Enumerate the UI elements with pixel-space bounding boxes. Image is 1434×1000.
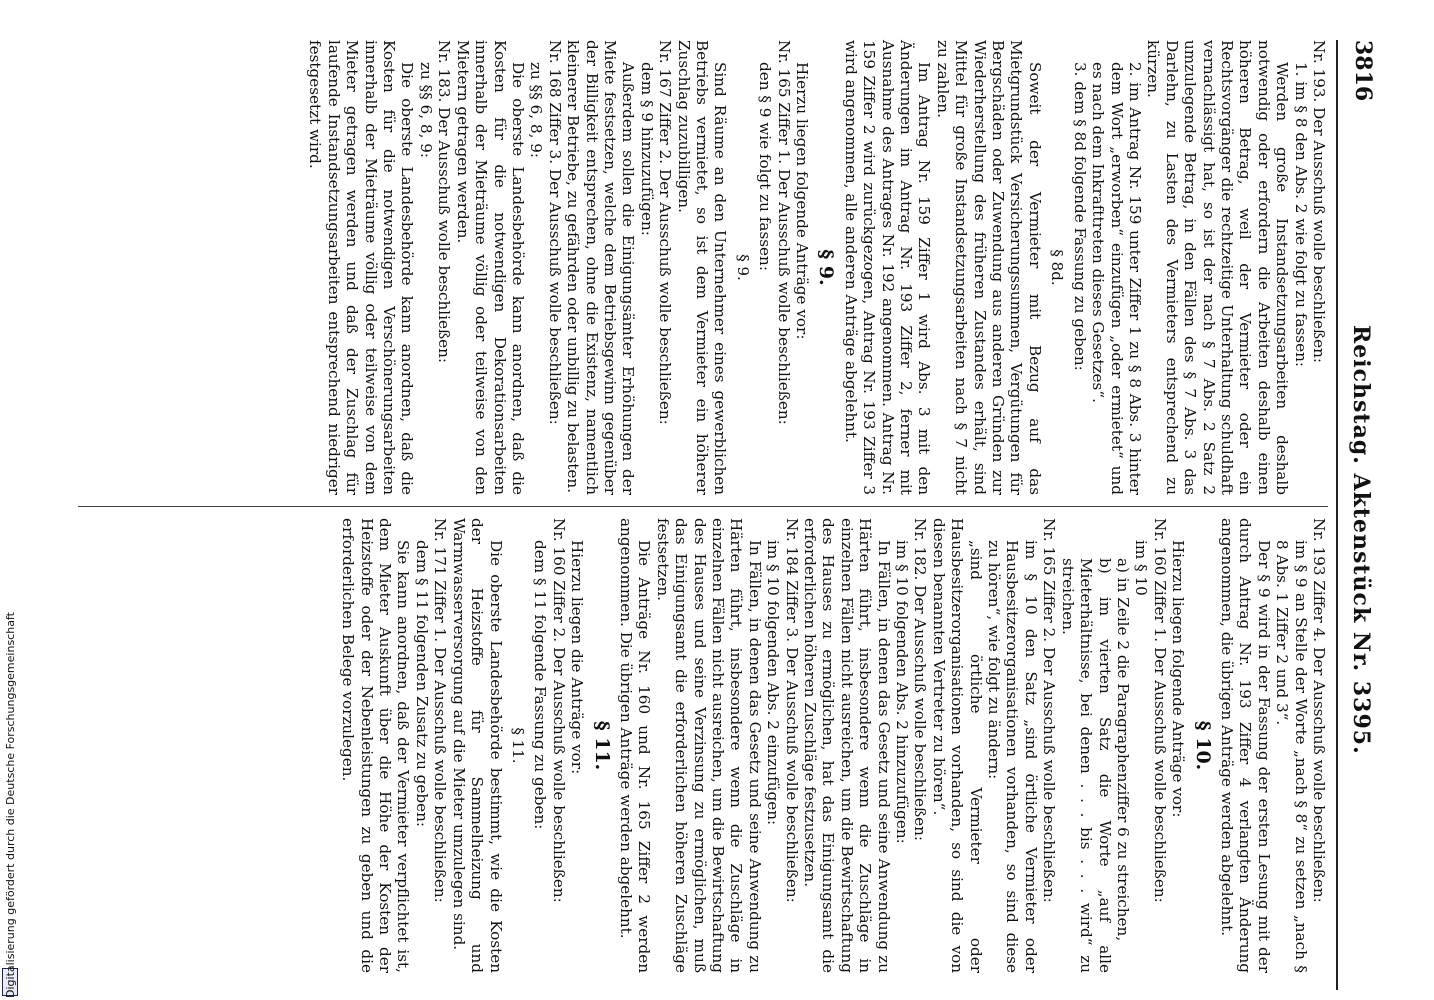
paragraph: im § 10: [1132, 540, 1151, 596]
paragraph: Soweit der Vermieter mit Bezug auf das Mietgrundstück Versicherungssummen, Vergütungen für Bergschäden oder Zuwendung aus anderen Gründen zur Wiederherstellung des früheren Zustandes erhält, sind Mittel für große Instandsetzungsarbeiten nach § 7 nicht zu zahlen.: [933, 40, 1044, 495]
paragraph: Hierzu liegen folgende Anträge vor:: [1169, 540, 1188, 818]
paragraph: dem § 9 hinzuzufügen:: [637, 62, 656, 236]
paragraph: den § 9 wie folgt zu fassen:: [756, 62, 775, 271]
right-column: [339, 518, 1328, 973]
digitization-credit: Digitalisierung gefördert durch die Deutsche Forschungsgemeinschaft: [4, 612, 17, 998]
paragraph: Die Anträge Nr. 160 und Nr. 165 Ziffer 2 werden angenommen. Die übrigen Anträge werden abgelehnt.: [616, 518, 654, 973]
header-rule: [1336, 40, 1338, 990]
paragraph: 2. im Antrag Nr. 159 unter Ziffer 1 zu § 8 Abs. 3 hinter dem Wort „erworben“ einzufügen „oder ermietet“ und es nach dem Inkrafttreten dieses Gesetzes“.: [1089, 62, 1144, 495]
paragraph: Nr. 193. Der Ausschuß wolle beschließen:: [1310, 40, 1328, 364]
paragraph: im § 10 folgenden Abs. 2 hinzuzufügen:: [893, 540, 912, 844]
paragraph: Nr. 193 Ziffer 4. Der Ausschuß wolle beschließen:: [1310, 518, 1328, 903]
paragraph: In Fällen, in denen das Gesetz und seine Anwendung zu Härten führt, insbesondere wenn die Zuschläge in einzelnen Fällen nicht ausreichen, um die Bewirtschaftung des Hauses und seine Verzinsung zu ermöglichen, muß das Einigungsamt die erforderlichen höheren Zuschläge festsetzen.: [653, 518, 764, 973]
paragraph: im § 10 den Satz „sind örtliche Vermieter oder Hausbesitzerorganisationen vorhanden, so sind diese zu hören“, wie folgt zu ändern:: [985, 540, 1040, 973]
paragraph: Nr. 168 Ziffer 3. Der Ausschuß wolle beschließen:: [545, 40, 564, 425]
paragraph: In Fällen, in denen das Gesetz und seine Anwendung zu Härten führt, insbesondere wenn die Zuschläge in einzelnen Fällen nicht ausreichen, um die Bewirtschaftung des Hauses zu ermöglichen, hat das Einigungsamt die erforderlichen höheren Zuschläge festzusetzen.: [801, 518, 893, 973]
subsection-heading: § 8d.: [1048, 249, 1067, 286]
paragraph: Sind Räume an den Unternehmer eines gewerblichen Betriebs vermietet, so ist dem Vermieter ein höherer Zuschlag zuzubilligen.: [674, 40, 730, 495]
paragraph: Werden große Instandsetzungsarbeiten deshalb notwendig oder erfordern die Arbeiten deshalb einen höheren Betrag, weil der Vermieter oder ein Rechtsvorgänger die rechtzeitige Unterhaltung schuldhaft vernachlässigt hat, so ist der nach § 7 Abs. 2 Satz 2 umzulegende Betrag, in den Fällen des § 7 Abs. 3 das Darlehn, zu Lasten des Vermieters entsprechend zu kürzen.: [1144, 40, 1292, 495]
paragraph: 1. im § 8 den Abs. 2 wie folgt zu fassen:: [1291, 62, 1310, 367]
paragraph: Nr. 165 Ziffer 2. Der Ausschuß wolle beschließen:: [1040, 518, 1059, 903]
paragraph: Die oberste Landesbehörde kann anordnen, daß die Kosten für die notwendigen Verschönerungsarbeiten innerhalb der Mieträume völlig oder teilweise von dem Mieter getragen werden und daß der Zuschlag für laufende Instandsetzungsarbeiten entsprechend niedriger festgesetzt wird.: [306, 40, 417, 495]
paragraph: b) im vierten Satz die Worte „auf alle Mieterhältnisse, bei denen . . . bis . . . wird“ zu streichen.: [1058, 558, 1114, 973]
paragraph: Nr. 184 Ziffer 3. Der Ausschuß wolle beschließen:: [782, 518, 801, 903]
paragraph: „sind örtliche Vermieter oder Hausbesitzerorganisationen vorhanden, so sind die von diesen benannten Vertreter zu hören“.: [929, 518, 985, 973]
paragraph: Sie kann anordnen, daß der Vermieter verpflichtet ist, dem Mieter Auskunft über die Höhe der Kosten der Heizstoffe oder der Nebenleistungen zu geben und die erforderlichen Belege vorzulegen.: [339, 518, 413, 973]
page-number: 3816: [1350, 40, 1376, 102]
paragraph: Außerdem sollen die Einigungsämter Erhöhungen der Miete festsetzen, welche dem Betriebsgewinn gegenüber der Billigkeit entsprechen, ohne die Existenz, namentlich kleinerer Betriebe, zu gefährden oder unbillig zu belasten.: [564, 40, 638, 495]
paragraph: dem § 11 folgenden Zusatz zu geben:: [412, 540, 431, 827]
paragraph: Nr. 183. Der Ausschuß wolle beschließen:: [435, 40, 454, 364]
paragraph: zu §§ 6, 8, 9:: [416, 62, 435, 159]
paragraph: im § 9 an Stelle der Worte „nach § 8“ zu setzen „nach § 8 Abs. 1 Ziffer 2 und 3“.: [1273, 540, 1310, 973]
column-divider: [78, 506, 1328, 507]
left-column: [306, 40, 1328, 495]
paragraph: Nr. 165 Ziffer 1. Der Ausschuß wolle beschließen:: [774, 40, 793, 425]
paragraph: im § 10 folgenden Abs. 2 einzufügen:: [764, 540, 783, 826]
paragraph: Nr. 160 Ziffer 2. Der Ausschuß wolle beschließen:: [549, 518, 568, 903]
paragraph: Hierzu liegen die Anträge vor:: [568, 540, 587, 775]
paragraph: Der § 9 wird in der Fassung der ersten Lesung mit der durch Antrag Nr. 193 Ziffer 4 verlangten Änderung angenommen, die übrigen Anträge werden abgelehnt.: [1217, 518, 1273, 973]
page-header: [1342, 40, 1382, 990]
paragraph: a) in Zeile 2 die Paragraphenziffer 6 zu streichen,: [1113, 558, 1132, 942]
subsection-heading: § 9.: [733, 254, 752, 281]
paragraph: dem § 11 folgende Fassung zu geben:: [531, 540, 550, 830]
paragraph: Die oberste Landesbehörde kann anordnen, daß die Kosten für die notwendigen Dekorationsarbeiten innerhalb der Mieträume völlig oder teilweise von den Mietern getragen werden.: [453, 40, 527, 495]
paragraph: Nr. 167 Ziffer 2. Der Ausschuß wolle beschließen:: [656, 40, 675, 425]
paragraph: 3. dem § 8d folgende Fassung zu geben:: [1070, 62, 1089, 371]
section-heading: § 9.: [815, 249, 838, 286]
paragraph: Die oberste Landesbehörde bestimmt, wie die Kosten der Heizstoffe für Sammelheizung und Warmwasserversorgung auf die Mieter umzulegen sind.: [449, 518, 505, 973]
paragraph: Im Antrag Nr. 159 Ziffer 1 wird Abs. 3 mit den Änderungen im Antrag Nr. 193 Ziffer 2, ferner mit Ausnahme des Antrages Nr. 192 angenommen. Antrag Nr. 159 Ziffer 2 wird zurückgezogen, Antrag Nr. 193 Ziffer 3 wird angenommen, alle anderen Anträge abgelehnt.: [841, 40, 934, 495]
paragraph: zu §§ 6, 8, 9:: [527, 62, 546, 159]
section-heading: § 10.: [1191, 720, 1214, 771]
paragraph: Hierzu liegen folgende Anträge vor:: [793, 62, 812, 340]
subsection-heading: § 11.: [508, 727, 527, 764]
paragraph: Nr. 171 Ziffer 1. Der Ausschuß wolle beschließen:: [431, 518, 450, 903]
rotated-page: [72, 40, 1382, 990]
section-heading: § 11.: [590, 720, 613, 771]
paragraph: Nr. 160 Ziffer 1. Der Ausschuß wolle beschließen:: [1150, 518, 1169, 903]
page-title: Reichstag. Aktenstück Nr. 3395.: [1348, 325, 1374, 755]
paragraph: Nr. 182. Der Ausschuß wolle beschließen:: [911, 518, 930, 842]
